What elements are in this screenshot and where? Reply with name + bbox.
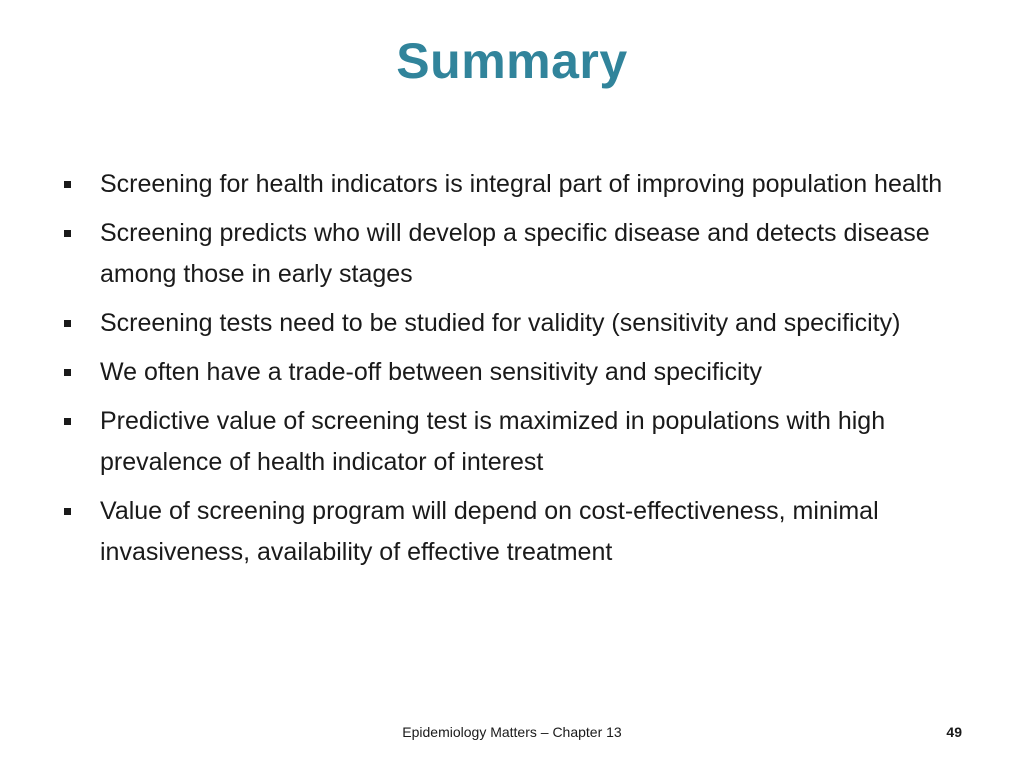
- square-bullet-icon: [64, 320, 71, 327]
- bullet-text: Value of screening program will depend on cost-effectiveness, minimal invasiveness, availability of effective treatment: [100, 497, 879, 566]
- bullet-text: Screening tests need to be studied for validity (sensitivity and specificity): [100, 309, 901, 337]
- square-bullet-icon: [64, 369, 71, 376]
- bullet-list: [60, 164, 960, 581]
- square-bullet-icon: [64, 418, 71, 425]
- page-number: 49: [946, 724, 962, 740]
- square-bullet-icon: [64, 508, 71, 515]
- footer-text: Epidemiology Matters – Chapter 13: [402, 724, 622, 740]
- bullet-item: [60, 352, 960, 393]
- square-bullet-icon: [64, 181, 71, 188]
- bullet-item: [60, 401, 960, 483]
- bullet-text: We often have a trade-off between sensitivity and specificity: [100, 358, 762, 386]
- bullet-item: [60, 491, 960, 573]
- bullet-text: Screening for health indicators is integral part of improving population health: [100, 170, 943, 198]
- bullet-item: [60, 213, 960, 295]
- bullet-text: Screening predicts who will develop a specific disease and detects disease among those in early stages: [100, 219, 930, 288]
- bullet-item: [60, 303, 960, 344]
- bullet-item: [60, 164, 960, 205]
- slide-title: Summary: [396, 33, 628, 89]
- bullet-text: Predictive value of screening test is maximized in populations with high prevalence of health indicator of interest: [100, 407, 886, 476]
- square-bullet-icon: [64, 230, 71, 237]
